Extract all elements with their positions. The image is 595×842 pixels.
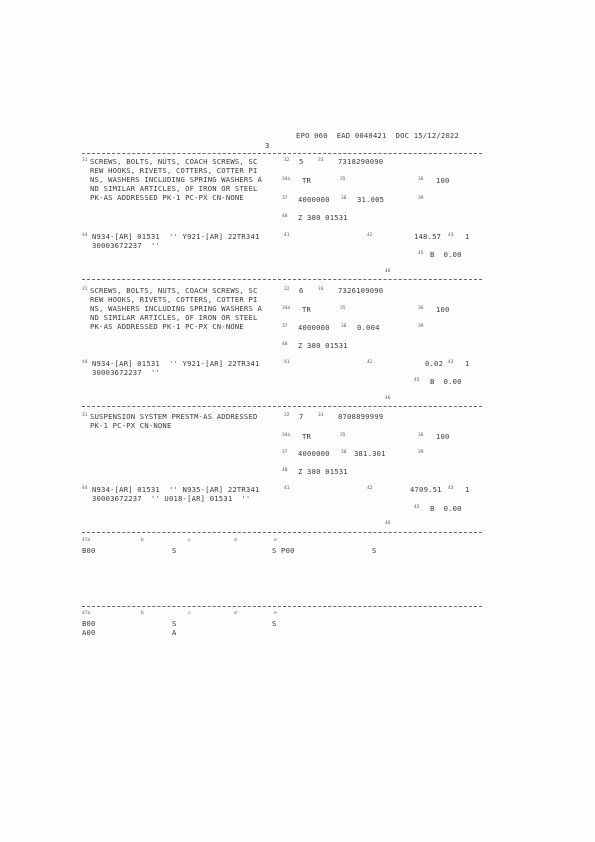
adjustment: B 0.00 <box>430 504 462 513</box>
field-label: b <box>141 538 144 543</box>
field-label: 37 <box>282 196 288 201</box>
preference: 100 <box>436 305 450 314</box>
item-price: 4709.51 <box>410 485 442 494</box>
field-label: 46 <box>385 521 391 526</box>
field-label: e <box>274 538 277 543</box>
field-label: d <box>234 611 237 616</box>
previous-document: Z 380 01531 <box>298 467 348 476</box>
adjustment: B 0.00 <box>430 250 462 259</box>
tax-base: S <box>172 546 177 555</box>
field-label: 44 <box>82 486 88 491</box>
divider <box>82 606 482 607</box>
field-label: 47a <box>82 611 91 616</box>
preference: 100 <box>436 176 450 185</box>
field-label: 46 <box>385 269 391 274</box>
origin-country: TR <box>302 305 312 314</box>
commodity-code: 7326109090 <box>338 286 384 295</box>
tax-rate: S <box>272 619 277 628</box>
field-label: 44 <box>82 360 88 365</box>
procedure-code: 4000000 <box>298 195 330 204</box>
field-label: 34a <box>282 433 291 438</box>
net-mass: 0.004 <box>357 323 380 332</box>
field-label: 45 <box>414 505 420 510</box>
field-label: 35 <box>340 433 346 438</box>
field-label: 43 <box>448 233 454 238</box>
divider <box>82 532 482 533</box>
field-label: 41 <box>284 486 290 491</box>
field-label: b <box>141 611 144 616</box>
tax-type: B00 <box>82 546 96 555</box>
valuation-code: 1 <box>465 359 470 368</box>
adjustment: B 0.00 <box>430 377 462 386</box>
field-label: 41 <box>284 233 290 238</box>
item-number: 7 <box>299 412 304 421</box>
field-label: 33 <box>318 158 324 163</box>
tax-rate: S P00 <box>272 546 295 555</box>
commodity-code: 8708899999 <box>338 412 384 421</box>
field-label: 31 <box>82 413 88 418</box>
additional-info: N934-[AR] 01531 '' Y921-[AR] 22TR341 30003672237 '' <box>92 232 260 250</box>
field-label: 37 <box>282 450 288 455</box>
field-label: c <box>188 538 191 543</box>
field-label: c <box>188 611 191 616</box>
field-label: 32 <box>284 287 290 292</box>
field-label: 34a <box>282 306 291 311</box>
net-mass: 31.005 <box>357 195 385 204</box>
field-label: 43 <box>448 360 454 365</box>
header-reference: EPO 060 EAD 0040421 DOC 15/12/2022 <box>296 131 459 140</box>
field-label: 32 <box>284 413 290 418</box>
tax-base: A <box>172 628 177 637</box>
item-description: SCREWS, BOLTS, NUTS, COACH SCREWS, SC REW HOOKS, RIVETS, COTTERS, COTTER PI NS, WASHERS INCLUDING SPRING WASHERS A ND SIMILAR ARTICLES, OF IRON OR STEEL PK-AS ADDRESSED PK-1 PC-PX CN-NONE <box>90 286 263 331</box>
commodity-code: 7318290090 <box>338 157 384 166</box>
field-label: 35 <box>340 177 346 182</box>
previous-document: Z 380 01531 <box>298 341 348 350</box>
origin-country: TR <box>302 432 312 441</box>
field-label: 42 <box>367 486 373 491</box>
item-price: 0.02 <box>425 359 444 368</box>
field-label: 38 <box>341 196 347 201</box>
tax-type: A00 <box>82 628 96 637</box>
valuation-code: 1 <box>465 485 470 494</box>
field-label: 45 <box>414 378 420 383</box>
field-label: 44 <box>82 233 88 238</box>
procedure-code: 4000000 <box>298 449 330 458</box>
tax-type: B00 <box>82 619 96 628</box>
valuation-code: 1 <box>465 232 470 241</box>
tax-base: S <box>172 619 177 628</box>
field-label: 43 <box>448 486 454 491</box>
additional-info: N934-[AR] 01531 '' N935-[AR] 22TR341 30003672237 '' U018-[AR] 01531 '' <box>92 485 260 503</box>
additional-info: N934-[AR] 01531 '' Y921-[AR] 22TR341 30003672237 '' <box>92 359 260 377</box>
preference: 100 <box>436 432 450 441</box>
field-label: 31 <box>82 158 88 163</box>
field-label: 40 <box>282 468 288 473</box>
field-label: 36 <box>418 306 424 311</box>
field-label: 42 <box>367 360 373 365</box>
field-label: 40 <box>282 342 288 347</box>
divider <box>82 406 482 407</box>
field-label: 46 <box>385 396 391 401</box>
item-description: SCREWS, BOLTS, NUTS, COACH SCREWS, SC REW HOOKS, RIVETS, COTTERS, COTTER PI NS, WASHERS INCLUDING SPRING WASHERS A ND SIMILAR ARTICLES, OF IRON OR STEEL PK-AS ADDRESSED PK-1 PC-PX CN-NONE <box>90 157 263 202</box>
field-label: 36 <box>418 433 424 438</box>
item-number: 6 <box>299 286 304 295</box>
field-label: d <box>234 538 237 543</box>
field-label: 35 <box>340 306 346 311</box>
divider <box>82 153 482 154</box>
field-label: 47a <box>82 538 91 543</box>
previous-document: Z 380 01531 <box>298 213 348 222</box>
procedure-code: 4000000 <box>298 323 330 332</box>
net-mass: 381.301 <box>354 449 386 458</box>
field-label: 33 <box>318 413 324 418</box>
field-label: 42 <box>367 233 373 238</box>
field-label: 37 <box>282 324 288 329</box>
field-label: 40 <box>282 214 288 219</box>
field-label: 39 <box>418 196 424 201</box>
item-number: 5 <box>299 157 304 166</box>
field-label: 45 <box>418 251 424 256</box>
origin-country: TR <box>302 176 312 185</box>
field-label: 33 <box>318 287 324 292</box>
field-label: 39 <box>418 450 424 455</box>
tax-amount: S <box>372 546 377 555</box>
field-label: 34a <box>282 177 291 182</box>
field-label: 32 <box>284 158 290 163</box>
page-number: 3 <box>265 141 270 150</box>
field-label: e <box>274 611 277 616</box>
field-label: 36 <box>418 177 424 182</box>
item-price: 148.57 <box>414 232 442 241</box>
field-label: 38 <box>341 324 347 329</box>
field-label: 39 <box>418 324 424 329</box>
divider <box>82 279 482 280</box>
field-label: 31 <box>82 287 88 292</box>
item-description: SUSPENSION SYSTEM PRESTM-AS ADDRESSED PK-1 PC-PX CN-NONE <box>90 412 258 430</box>
field-label: 41 <box>284 360 290 365</box>
field-label: 38 <box>341 450 347 455</box>
